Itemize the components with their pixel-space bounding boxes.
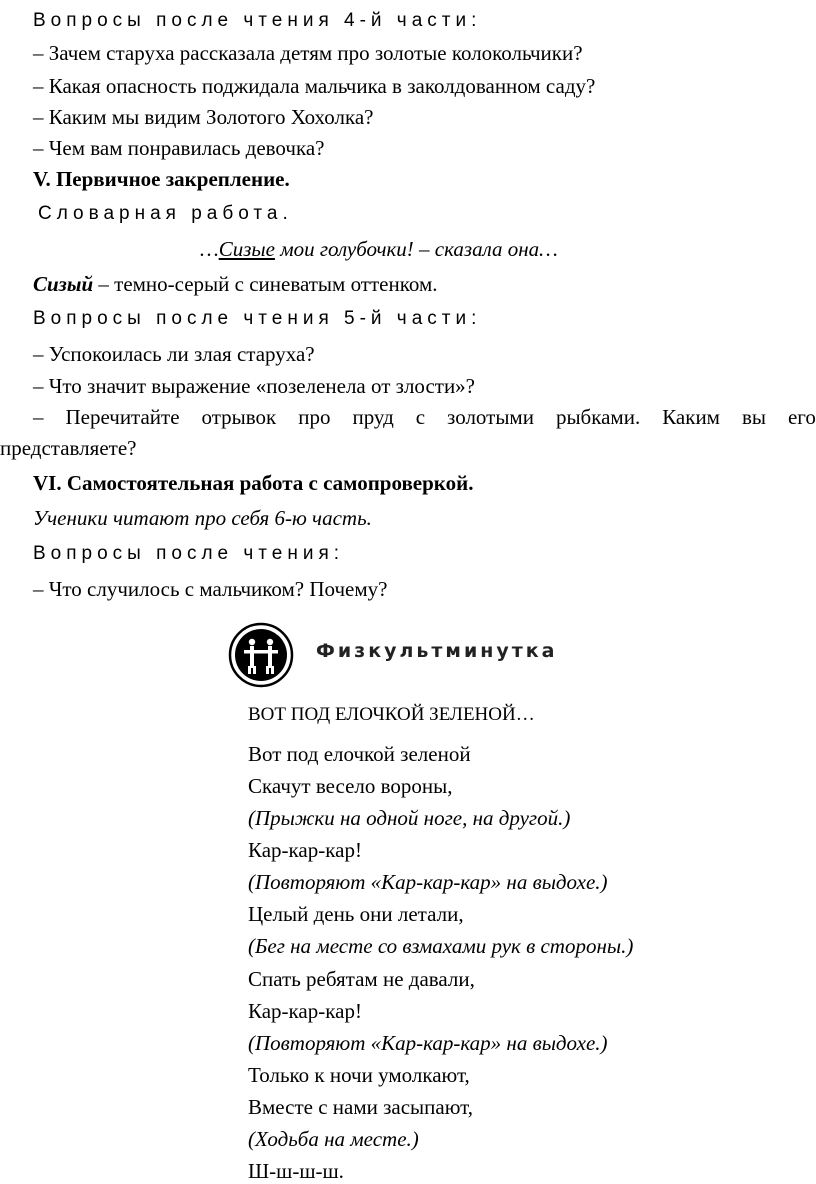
poem-line: Скачут весело вороны,	[248, 774, 453, 798]
question-continuation: представляете?	[0, 436, 137, 460]
question-line: – Зачем старуха рассказала детям про золотые колокольчики?	[33, 41, 583, 65]
quote-line	[200, 236, 558, 262]
question-line: – Успокоилась ли злая старуха?	[33, 342, 315, 366]
poem-line: Целый день они летали,	[248, 902, 464, 926]
section-heading-6: VI. Самостоятельная работа с самопроверкой.	[33, 471, 474, 495]
vocab-heading: Словарная работа.	[38, 203, 293, 224]
q6-heading: Вопросы после чтения:	[33, 543, 345, 564]
quote-rest: мои голубочки! – сказала она…	[274, 237, 558, 261]
poem-line: Только к ночи умолкают,	[248, 1063, 470, 1087]
poem-line: Кар-кар-кар!	[248, 838, 362, 862]
poem-line: Спать ребятам не давали,	[248, 967, 475, 991]
poem-line: Ш-ш-ш-ш.	[248, 1159, 344, 1183]
poem-stage-direction: (Повторяют «Кар-кар-кар» на выдохе.)	[248, 870, 608, 894]
task-line: Ученики читают про себя 6-ю часть.	[33, 506, 372, 530]
q4-heading: Вопросы после чтения 4-й части:	[33, 10, 482, 31]
poem-title: ВОТ ПОД ЕЛОЧКОЙ ЗЕЛЕНОЙ…	[248, 704, 535, 725]
poem-stage-direction: (Прыжки на одной ноге, на другой.)	[248, 806, 571, 830]
question-line: – Каким мы видим Золотого Хохолка?	[33, 105, 374, 129]
fiz-title: Физкультминутка	[316, 640, 558, 662]
poem-stage-direction: (Бег на месте со взмахами рук в стороны.)	[248, 934, 634, 958]
definition-term: Сизый	[33, 272, 94, 296]
poem-line: Вместе с нами засыпают,	[248, 1095, 473, 1119]
children-figures-icon	[228, 622, 294, 688]
question-line: – Что значит выражение «позеленела от злости»?	[33, 374, 476, 398]
question-line: – Чем вам понравилась девочка?	[33, 136, 325, 160]
definition-text: – темно-серый с синеватым оттенком.	[93, 272, 438, 296]
poem-stage-direction: (Повторяют «Кар-кар-кар» на выдохе.)	[248, 1031, 608, 1055]
quote-word: Сизые	[218, 237, 275, 261]
poem-stage-direction: (Ходьба на месте.)	[248, 1127, 419, 1151]
question-long: – Перечитайте отрывок про пруд с золотыми рыбками. Каким вы его	[33, 405, 816, 429]
q5-heading: Вопросы после чтения 5-й части:	[33, 308, 482, 329]
question-line: – Какая опасность поджидала мальчика в заколдованном саду?	[33, 74, 596, 98]
poem-line: Вот под елочкой зеленой	[248, 742, 471, 766]
definition-line	[33, 271, 438, 297]
question-line: – Что случилось с мальчиком? Почему?	[33, 577, 388, 601]
poem-line: Кар-кар-кар!	[248, 999, 362, 1023]
section-heading-5: V. Первичное закрепление.	[33, 167, 290, 191]
quote-prefix: …	[200, 237, 219, 261]
